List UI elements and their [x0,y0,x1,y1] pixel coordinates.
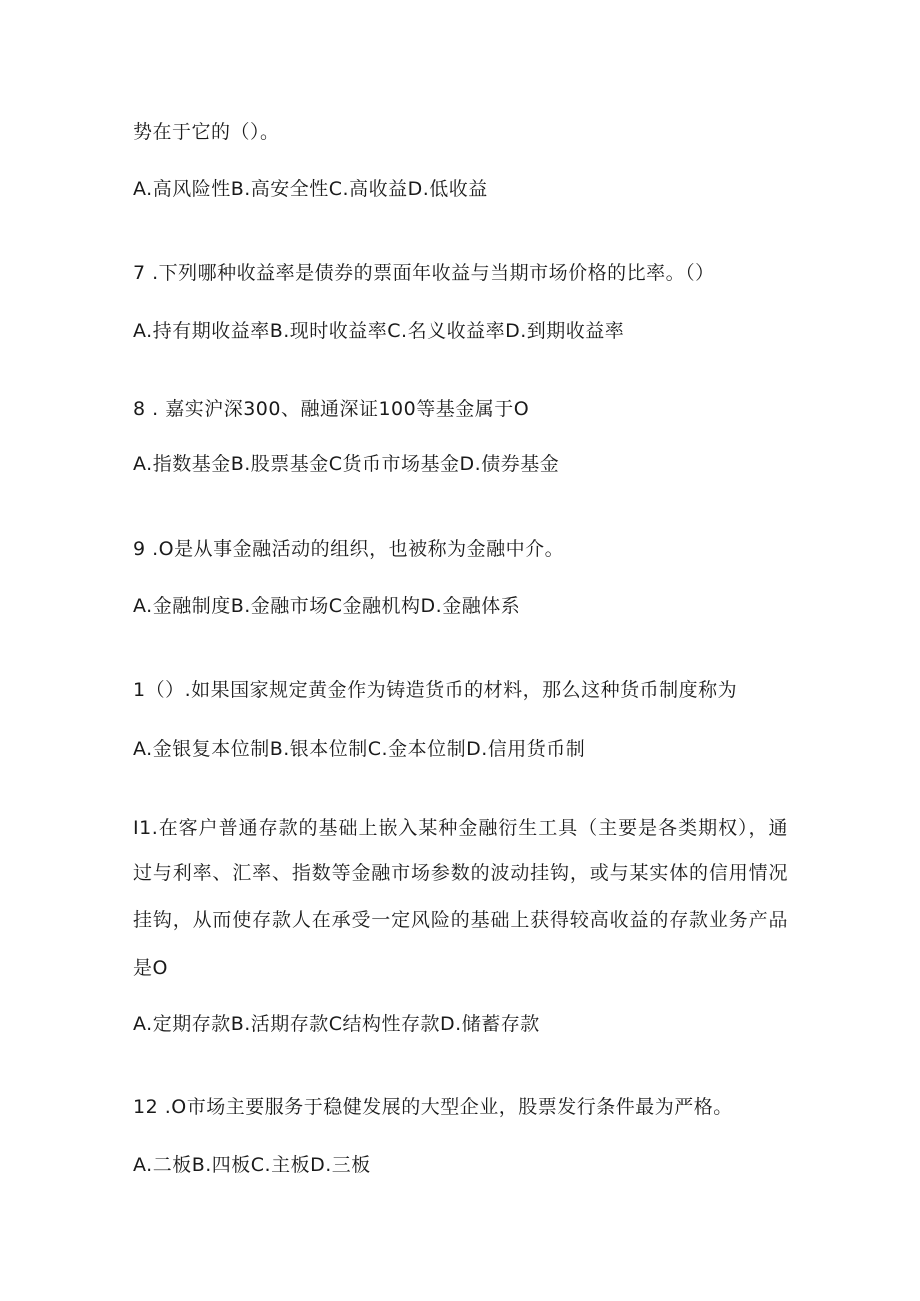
question-11-stem-line-4: 是O [133,957,168,979]
question-9-stem: 9 .O是从事金融活动的组织，也被称为金融中介。 [133,538,565,560]
question-11-stem-line-3: 挂钩，从而使存款人在承受一定风险的基础上获得较高收益的存款业务产品 [133,909,788,931]
question-9-options: A.金融制度B.金融市场C金融机构D.金融体系 [133,595,521,617]
question-7-options: A.持有期收益率B.现时收益率C.名义收益率D.到期收益率 [133,320,625,342]
question-6-stem-end: 势在于它的（）。 [133,121,280,143]
question-10-options: A.金银复本位制B.银本位制C.金本位制D.信用货币制 [133,738,586,760]
question-10-stem: 1（）.如果国家规定黄金作为铸造货币的材料，那么这种货币制度称为 [133,679,738,701]
question-12-stem: 12 .O市场主要服务于稳健发展的大型企业，股票发行条件最为严格。 [133,1096,733,1118]
question-8-options: A.指数基金B.股票基金C货币市场基金D.债券基金 [133,453,560,475]
question-11-stem-line-2: 过与利率、汇率、指数等金融市场参数的波动挂钩，或与某实体的信用情况 [133,862,788,884]
question-6-options: A.高风险性B.高安全性C.高收益D.低收益 [133,178,488,200]
question-7-stem: 7 .下列哪种收益率是债券的票面年收益与当期市场价格的比率。（） [133,262,715,284]
question-11-stem-line-1: I1.在客户普通存款的基础上嵌入某种金融衍生工具（主要是各类期权），通 [133,817,788,839]
question-12-options: A.二板B.四板C.主板D.三板 [133,1154,371,1176]
question-11-options: A.定期存款B.活期存款C结构性存款D.储蓄存款 [133,1013,540,1035]
question-8-stem: 8 . 嘉实沪深300、融通深证100等基金属于O [133,398,530,420]
